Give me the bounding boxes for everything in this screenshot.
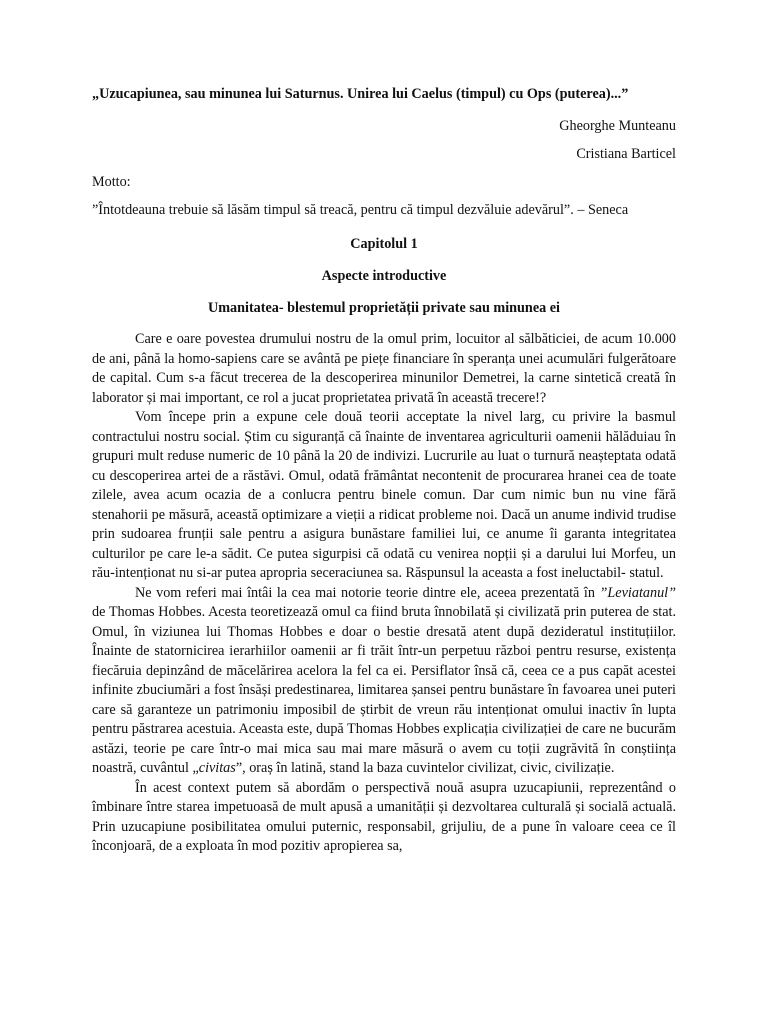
paragraph-text: ”, oraș în latină, stand la baza cuvintelor civilizat, civic, civilizație. [235,760,615,776]
paragraph: În acest context putem să abordăm o perspectivă nouă asupra uzucapiunii, reprezentând o îmbinare între starea impetuoasă de mult apusă a umanității și dezvoltarea culturală și socială actuală. Prin uzucapiune posibilitatea omului puternic, responsabil, grijuliu, de a pune în valoare ceea ce îl înconjoară, de a exploata în mod pozitiv apropierea sa, [92,779,676,854]
section-heading: Aspecte introductive [321,268,447,284]
paragraph-text: Ne vom referi mai întâi la cea mai notorie teorie dintre ele, aceea prezentată în [135,584,600,601]
paragraph: Vom începe prin a expune cele două teorii acceptate la nivel larg, cu privire la basmul contractului nostru social. Știm cu siguranță că înainte de inventarea agriculturii oamenii hălăduiau în grupuri mult reduse numeric de 10 până la 20 de indivizi. Lucrurile au luat o turnură neașteptata odată cu descoperirea artei de a răstăvi. Omul, odată frământat necontenit de procurarea hranei cea de toate zilele, avea acum ocazia de a conlucra pentru binele comun. Dar cum nimic bun nu vine fără stenahorii pe măsură, această optimizare a vieții a ridicat probleme noi. Dacă un anume individ trudise prin sudoarea frunții sale pentru a asigura bunăstare familiei lui, ce anume îi garanta integritatea culturilor pe care le-a sădit. Ce putea sigurpisi că odată cu venirea nopții și a darului lui Morfeu, un rău-intenționat nu si-ar putea apropria seceraciunea sa. Răspunsul la aceasta a fost ineluctabil- statul. [92,409,676,581]
motto-text: ”Întotdeauna trebuie să lăsăm timpul să treacă, pentru că timpul dezvăluie adevărul”. – Seneca [92,202,629,218]
italic-term: civitas [198,760,236,776]
document-title: „Uzucapiunea, sau minunea lui Saturnus. Unirea lui Caelus (timpul) cu Ops (puterea)...” [92,86,629,102]
author-name: Cristiana Barticel [576,146,676,162]
paragraph [92,584,676,779]
author-name: Gheorghe Munteanu [559,118,676,134]
italic-title: ”Leviatanul” [599,584,676,601]
paragraph: Care e oare povestea drumului nostru de la omul prim, locuitor al sălbăticiei, de acum 10.000 de ani, până la homo-sapiens care se avântă pe piețe financiare în speranța unei acumulări fulgerătoare de capital. Cum s-a făcut trecerea de la descoperirea minunilor Demetrei, la carne sintetică creată în laborator și mai important, ce rol a jucat proprietatea privată în această trecere!? [92,331,676,406]
body-text [92,330,676,857]
motto-label: Motto: [92,174,131,190]
chapter-heading: Capitolul 1 [350,236,418,252]
subsection-heading: Umanitatea- blestemul proprietății private sau minunea ei [207,300,561,316]
paragraph-text: de Thomas Hobbes. Acesta teoretizează omul ca fiind bruta înnobilată și civilizată prin puterea de stat. Omul, în viziunea lui Thomas Hobbes e doar o bestie dresată atent după dezideratul instituțiilor. Înainte de statornicirea ierarhiilor oamenii ar fi trăit într-un perpetuu război pentru resurse, existența fiecăruia depinzând de măcelărirea acelora la fel ca ei. Persiflator însă că, ceea ce a pus capăt acestei infinite zbuciumări a fost însăși predestinarea, limitarea șansei pentru bunăstare în favoarea unei puteri care să garanteze un patrimoniu imposibil de știrbit de vreun rău intenționat omului inactiv în lupta pentru păstrarea acestuia. Aceasta este, după Thomas Hobbes explicația civilizației de care ne bucurăm astăzi, teorie pe care într-o mai mica sau mai mare măsură o avem cu toții zugrăvită în conștiința noastră, cuvântul „ [92,604,676,776]
